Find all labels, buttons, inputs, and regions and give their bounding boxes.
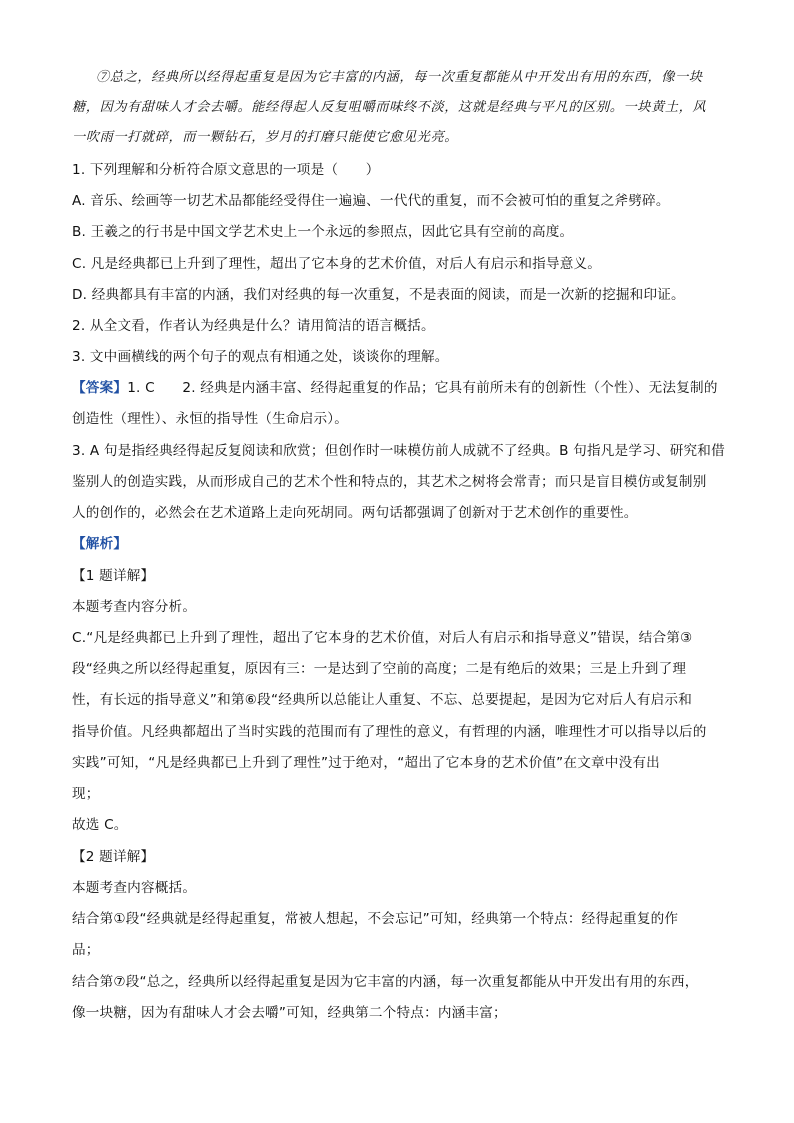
analysis-line: 性，有长远的指导意义”和第⑥段“经典所以总能让人重复、不忘、总要提起，是因为它对后人有启示和 <box>72 692 692 708</box>
analysis-line: 品； <box>72 942 100 958</box>
question-1: 1. 下列理解和分析符合原文意思的一项是（ ） <box>72 162 380 178</box>
answer-line: 鉴别人的创造实践，从而形成自己的艺术个性和特点的，其艺术之树将会常青；而只是盲目模仿或复制别 <box>72 474 707 490</box>
section-heading: 【2 题详解】 <box>72 849 155 865</box>
option-a: A. 音乐、绘画等一切艺术品都能经受得住一遍遍、一代代的重复，而不会被可怕的重复之斧劈碎。 <box>72 193 670 209</box>
section-heading: 【1 题详解】 <box>72 568 155 584</box>
option-c: C. 凡是经典都已上升到了理性，超出了它本身的艺术价值，对后人有启示和指导意义。 <box>72 256 602 272</box>
passage-line: 一吹雨一打就碎，而一颗钻石，岁月的打磨只能使它愈见光亮。 <box>72 130 459 145</box>
analysis-line: 像一块糖，因为有甜味人才会去嚼”可知，经典第二个特点：内涵丰富； <box>72 1005 507 1021</box>
option-d: D. 经典都具有丰富的内涵，我们对经典的每一次重复，不是表面的阅读，而是一次新的挖掘和印证。 <box>72 287 685 303</box>
analysis-tag: 【解析】 <box>72 536 128 552</box>
answer-line: 3. A 句是指经典经得起反复阅读和欣赏；但创作时一味模仿前人成就不了经典。B 句指凡是学习、研究和借 <box>72 443 725 459</box>
answer-tag: 【答案】 <box>72 380 128 396</box>
question-2: 2. 从全文看，作者认为经典是什么？请用简洁的语言概括。 <box>72 318 435 334</box>
analysis-line: 结合第①段“经典就是经得起重复，常被人想起，不会忘记”可知，经典第一个特点：经得起重复的作 <box>72 911 679 927</box>
answer-line <box>72 378 732 398</box>
option-b: B. 王羲之的行书是中国文学艺术史上一个永远的参照点，因此它具有空前的高度。 <box>72 224 574 240</box>
analysis-line: 指导价值。凡经典都超出了当时实践的范围而有了理性的意义，有哲理的内涵，唯理性才可以指导以后的 <box>72 724 707 740</box>
passage-line: 糖，因为有甜味人才会去嚼。能经得起人反复咀嚼而味终不淡，这就是经典与平凡的区别。一块黄土，风 <box>72 100 707 115</box>
passage-line: ⑦总之，经典所以经得起重复是因为它丰富的内涵，每一次重复都能从中开发出有用的东西，像一块 <box>96 70 703 85</box>
analysis-line: C.“凡是经典都已上升到了理性，超出了它本身的艺术价值，对后人有启示和指导意义”错误，结合第③ <box>72 630 693 646</box>
analysis-line: 本题考查内容分析。 <box>72 599 197 615</box>
analysis-line: 本题考查内容概括。 <box>72 880 197 896</box>
analysis-line: 结合第⑦段“总之，经典所以经得起重复是因为它丰富的内涵，每一次重复都能从中开发出有用的东西， <box>72 974 699 990</box>
question-3: 3. 文中画横线的两个句子的观点有相通之处，谈谈你的理解。 <box>72 349 449 365</box>
analysis-line: 现； <box>72 786 100 802</box>
analysis-line: 段“经典之所以经得起重复，原因有三：一是达到了空前的高度；二是有绝后的效果；三是上升到了理 <box>72 661 687 677</box>
answer-text: 1. C 2. 经典是内涵丰富、经得起重复的作品；它具有前所未有的创新性（个性）、无法复制的 <box>127 380 718 396</box>
analysis-line: 实践”可知，“凡是经典都已上升到了理性”过于绝对，“超出了它本身的艺术价值”在文章中没有出 <box>72 755 660 771</box>
answer-line: 人的创作的，必然会在艺术道路上走向死胡同。两句话都强调了创新对于艺术创作的重要性。 <box>72 505 638 521</box>
answer-line: 创造性（理性）、永恒的指导性（生命启示）。 <box>72 411 349 427</box>
analysis-line: 故选 C。 <box>72 817 128 833</box>
